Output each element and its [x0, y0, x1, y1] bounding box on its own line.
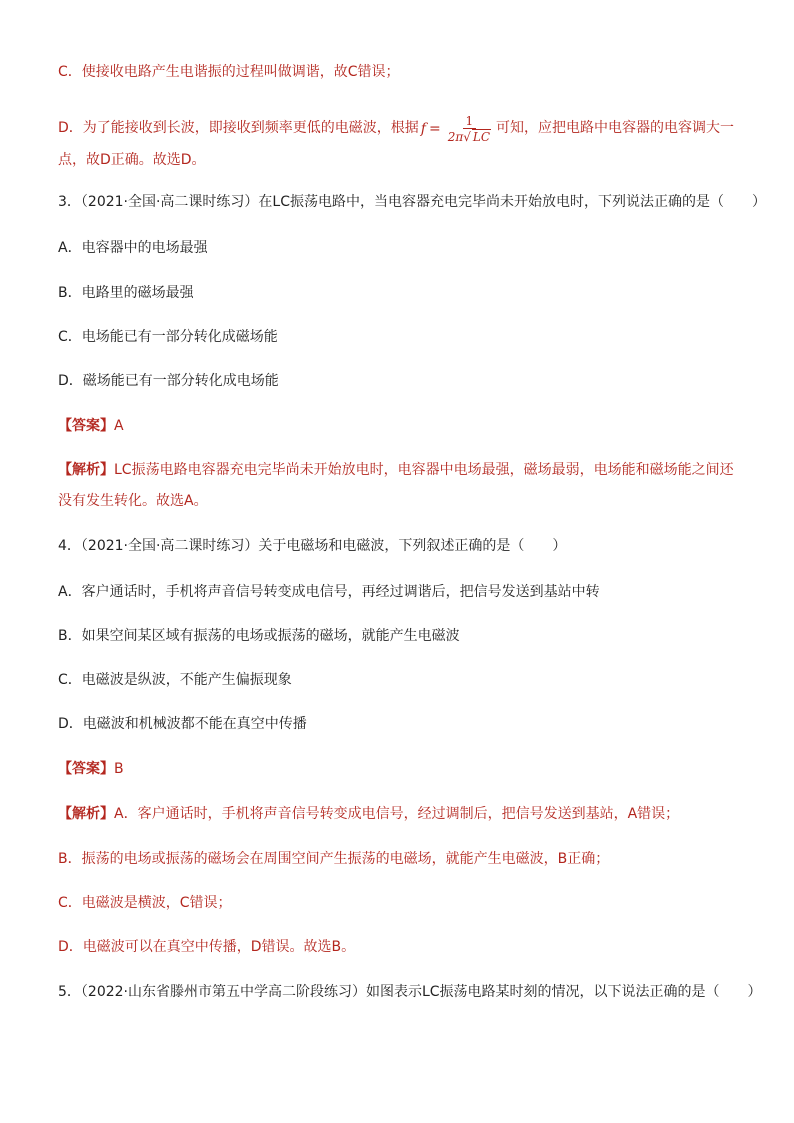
line-text: D．为了能接收到长波，即接收到频率更低的电磁波，根据	[58, 120, 419, 136]
option-text: A．客户通话时，手机将声音信号转变成电信号，再经过调谐后，把信号发送到基站中转	[58, 584, 600, 600]
analysis-line	[58, 62, 400, 82]
option-text: D．磁场能已有一部分转化成电场能	[58, 373, 279, 389]
option-line	[58, 327, 278, 347]
frequency-formula	[421, 114, 494, 144]
analysis-tag: 【解析】	[58, 806, 114, 822]
sqrt-symbol: √	[463, 130, 471, 144]
analysis-line	[58, 804, 679, 824]
option-text: C．电场能已有一部分转化成磁场能	[58, 329, 278, 345]
option-line	[58, 371, 279, 391]
analysis-line	[58, 937, 355, 957]
analysis-line	[58, 460, 734, 480]
analysis-line	[58, 150, 206, 170]
question-text: 3．（2021·全国·高二课时练习）在LC振荡电路中，当电容器充电完毕尚未开始放电时，下列说法正确的是（ ）	[58, 194, 767, 210]
line-text: A．客户通话时，手机将声音信号转变成电信号，经过调制后，把信号发送到基站，A错误；	[114, 806, 680, 822]
option-text: C．电磁波是纵波，不能产生偏振现象	[58, 672, 292, 688]
line-text: LC振荡电路电容器充电完毕尚未开始放电时，电容器中电场最强，磁场最弱，电场能和磁场能之间还	[114, 462, 734, 478]
answer-value: A	[114, 418, 124, 434]
formula-fraction	[445, 114, 494, 144]
formula-radicand: LC	[472, 130, 491, 144]
question-line	[58, 192, 766, 212]
question-text: 5．（2022·山东省滕州市第五中学高二阶段练习）如图表示LC振荡电路某时刻的情况，以下说法正确的是（ ）	[58, 984, 762, 1000]
question-text: 4．（2021·全国·高二课时练习）关于电磁场和电磁波，下列叙述正确的是（ ）	[58, 538, 567, 554]
analysis-line	[58, 893, 232, 913]
answer-value: B	[114, 761, 124, 777]
line-text: D．电磁波可以在真空中传播，D错误。故选B。	[58, 939, 356, 955]
question-line	[58, 536, 566, 556]
option-line	[58, 238, 208, 258]
option-line	[58, 714, 307, 734]
line-text: 点，故D正确。故选D。	[58, 152, 206, 168]
line-text: B．振荡的电场或振荡的磁场会在周围空间产生振荡的电磁场，就能产生电磁波，B正确；	[58, 851, 610, 867]
line-text: C．使接收电路产生电谐振的过程叫做调谐，故C错误；	[58, 64, 400, 80]
answer-tag: 【答案】	[58, 761, 114, 777]
question-line	[58, 982, 762, 1002]
line-text: C．电磁波是横波，C错误；	[58, 895, 232, 911]
analysis-line	[58, 849, 609, 869]
option-line	[58, 582, 600, 602]
answer-tag: 【答案】	[58, 418, 114, 434]
formula-numerator: 1	[463, 114, 477, 129]
analysis-line	[58, 491, 208, 511]
option-text: A．电容器中的电场最强	[58, 240, 208, 256]
option-text: B．电路里的磁场最强	[58, 285, 194, 301]
option-line	[58, 670, 292, 690]
formula-denominator	[445, 129, 494, 144]
option-line	[58, 283, 194, 303]
formula-den-prefix: 2π	[447, 130, 464, 144]
formula-lhs: f	[420, 121, 426, 137]
line-text: 没有发生转化。故选A。	[58, 493, 208, 509]
option-text: B．如果空间某区域有振荡的电场或振荡的磁场，就能产生电磁波	[58, 628, 460, 644]
answer-line	[58, 759, 124, 779]
option-text: D．电磁波和机械波都不能在真空中传播	[58, 716, 307, 732]
answer-line	[58, 416, 124, 436]
analysis-line	[58, 113, 734, 143]
formula-equals: =	[428, 121, 441, 137]
option-line	[58, 626, 460, 646]
line-text-post: 可知，应把电路中电容器的电容调大一	[496, 120, 735, 136]
analysis-tag: 【解析】	[58, 462, 114, 478]
